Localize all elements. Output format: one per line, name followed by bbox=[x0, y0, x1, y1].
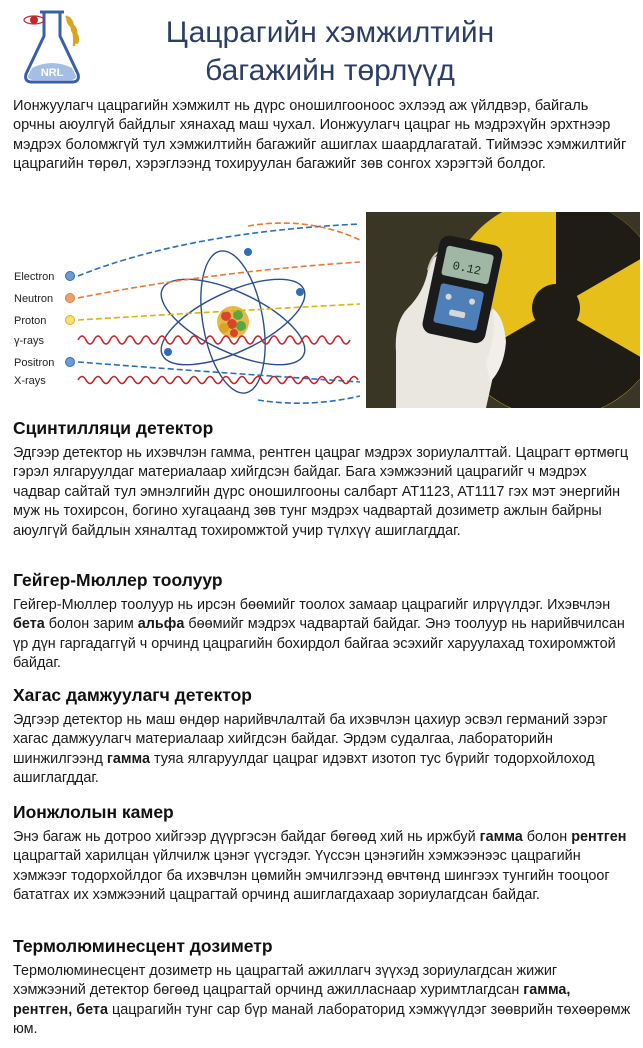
gamma-ray bbox=[78, 336, 350, 344]
section-ionization-chamber bbox=[13, 800, 633, 906]
section-heading: Гейгер-Мюллер тоолуур bbox=[13, 570, 223, 590]
bold-term: гамма, рентген, бета bbox=[13, 982, 571, 1018]
section-heading: Ионжлолын камер bbox=[13, 802, 174, 822]
page-title-line2: багажийн төрлүүд bbox=[205, 54, 455, 87]
dosimeter-illustration bbox=[366, 212, 640, 408]
section-text: Энэ багаж нь дотроо хийгээр дүүргэсэн байдаг бөгөөд хий нь иржбуй гамма болон рентген цацрагтай харилцан үйлчилж цэнэг үүсгэдэг. Үүссэн цэнэгийн хэмжээнээс цацрагийн хэмжээг тодорхойлдог ба ихэвчлэн цөмийн эмчилгээнд өвчтөнд шингээх тунгийн тооцоог бататгах их хэмжээний цацрагтай орчинд ашиглагдахаар зориулагдсан байдаг. bbox=[13, 829, 627, 904]
section-text: Термолюминесцент дозиметр нь цацрагтай ажиллагч зүүхэд зориулагдсан жижиг хэмжээний детектор бөгөөд цацрагтай орчинд ажилласнаар хуримтлагдсан гамма, рентген, бета цацрагийн тунг сар бүр манай лабораторид хэмжүүлдэг зөөврийн төхөөрөмж юм. bbox=[13, 963, 631, 1038]
xray-ray bbox=[78, 377, 358, 384]
section-thermoluminescent bbox=[13, 934, 633, 1040]
section-heading: Сцинтилляци детектор bbox=[13, 418, 214, 438]
bold-term: альфа bbox=[137, 616, 185, 633]
section-text: Эдгээр детектор нь ихэвчлэн гамма, рентген цацраг мэдрэх зориулалттай. Цацрагт өртмөгц гэрэл ялгаруулдаг материалаар хийгдсэн байдаг. Бага хэмжээний цацрагийг ч мэдрэх чадвар сайтай тул эмнэлгийн дүрс оношилгооны салбарт AT1123, AT1117 гэх мэт энергийн муж нь тохирсон, богино хугацаанд зөв тунг мэдрэх чадвартай дозиметр ажлын байрны аюулгүй байдлын хяналтад тохиромжтой учир түлхүү ашиглагддаг. bbox=[13, 445, 629, 539]
page-title bbox=[100, 14, 560, 90]
bold-term: рентген bbox=[571, 829, 627, 845]
orbit-electron bbox=[296, 288, 304, 296]
section-geiger-muller bbox=[13, 568, 633, 674]
orbit-electron bbox=[164, 348, 172, 356]
section-heading: Термолюминесцент дозиметр bbox=[13, 936, 273, 956]
section-text: Гейгер-Мюллер тоолуур нь ирсэн бөөмийг тоолох замаар цацрагийг илрүүлдэг. Ихэвчлэн бета болон зарим альфа бөөмийг мэдрэх чадвартай байдаг. Энэ тоолуур нь нарийвчилсан үр дүн гаргадаггүй ч орчинд цацрагийн бохирдол байгаа эсэхийг харуулахад тохиромжтой байдаг. bbox=[13, 597, 625, 672]
label-electron: Electron bbox=[14, 271, 55, 283]
section-text: Эдгээр детектор нь маш өндөр нарийвчлалтай ба ихэвчлэн цахиур эсвэл германий зэрэг хагас дамжуулагч материалаар хийгдсэн байдаг. Эрдэм судалгаа, лабораторийн шинжилгээнд гамма туяа ялгаруулдаг цацраг идэвхт изотоп тус бүрийг тодорхойлоход ашиглагддаг. bbox=[13, 712, 608, 787]
label-positron: Positron bbox=[14, 357, 55, 369]
bold-term: гамма bbox=[106, 750, 150, 767]
radiation-types-diagram bbox=[8, 212, 364, 410]
page-header bbox=[0, 0, 643, 96]
orbit-electron bbox=[244, 248, 252, 256]
section-semiconductor bbox=[13, 683, 633, 789]
label-gamma-rays: γ-rays bbox=[14, 335, 44, 347]
device-readout: 0.12 bbox=[451, 259, 483, 279]
label-neutron: Neutron bbox=[14, 293, 54, 305]
label-proton: Proton bbox=[14, 315, 47, 327]
bold-term: бета bbox=[13, 616, 45, 633]
page-title-line1: Цацрагийн хэмжилтийн bbox=[165, 16, 495, 49]
intro-paragraph: Ионжуулагч цацрагийн хэмжилт нь дүрс оношилгооноос эхлээд аж үйлдвэр, байгаль орчны аюулгүй байдлыг хянахад маш чухал. Ионжуулагч цацраг нь мэдрэхүйн эрхтнээр мэдрэх боломжгүй тул хэмжилтийн багажийг ашиглах шаардлагатай. Тиймээс хэмжилтийг цацрагийн төрөл, хэрэглээнд тохируулан багажийг зөв сонгох хэрэгтэй болдог. bbox=[13, 98, 627, 173]
section-heading: Хагас дамжуулагч детектор bbox=[13, 685, 253, 705]
neutron-ray bbox=[78, 262, 360, 298]
nrl-logo bbox=[14, 6, 90, 90]
label-x-rays: X-rays bbox=[14, 375, 46, 387]
dosimeter-photo bbox=[366, 212, 640, 408]
logo-text: NRL bbox=[40, 67, 64, 79]
section-scintillation bbox=[13, 416, 633, 541]
electron-ray bbox=[78, 224, 360, 276]
bold-term: гамма bbox=[479, 829, 523, 845]
